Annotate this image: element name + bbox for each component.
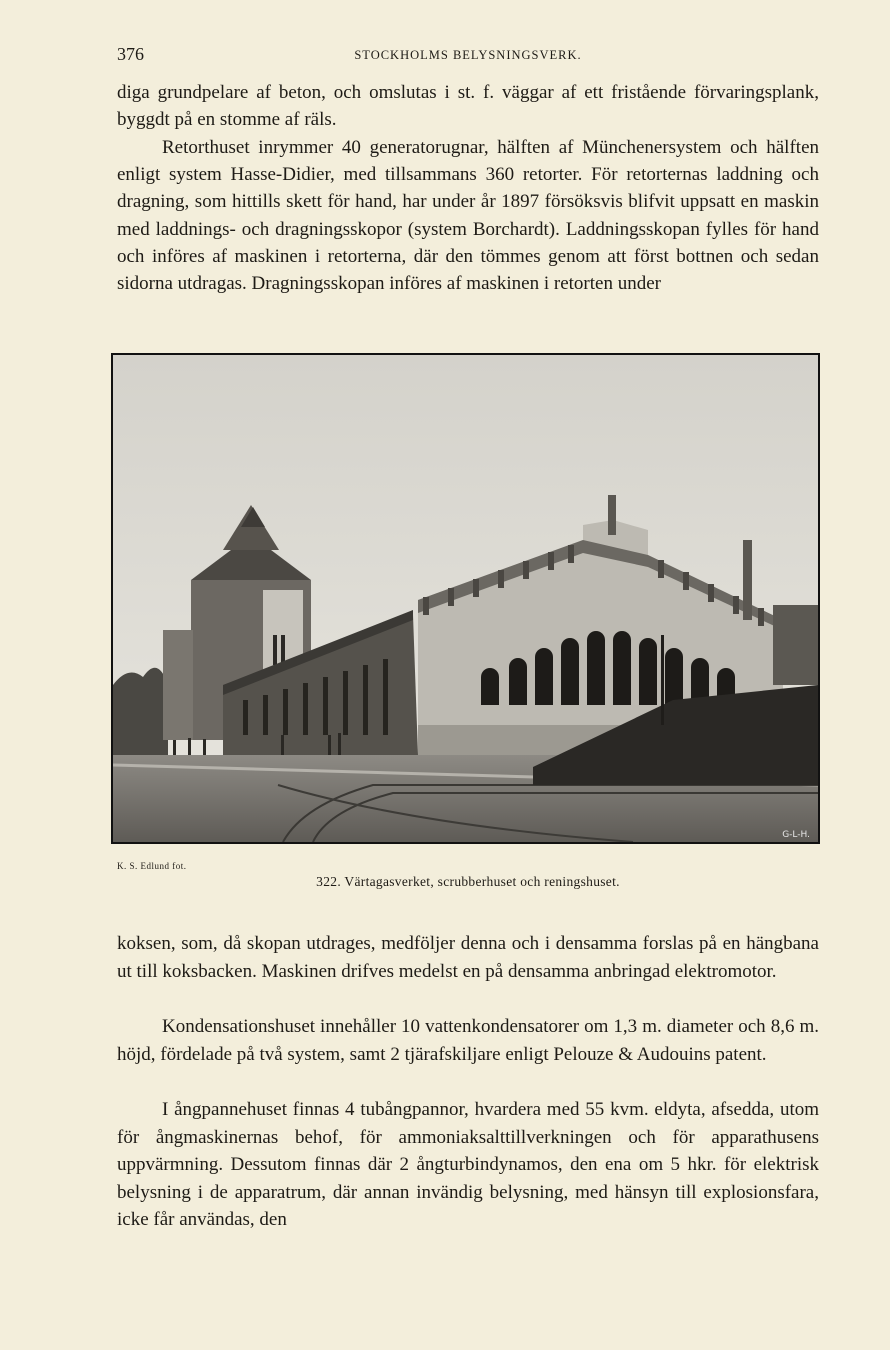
paragraph-3: koksen, som, då skopan utdrages, medföljer denna och i densamma forslas på en hängbana ut till koksbacken. Maskinen drifves medelst en på densamma anbringad elektromotor.	[117, 933, 819, 982]
engraver-signature: G-L-H.	[782, 830, 810, 840]
figure-photograph	[111, 353, 820, 844]
gasworks-building-illustration	[113, 355, 818, 842]
running-head: STOCKHOLMS BELYSNINGSVERK.	[354, 48, 582, 62]
page-number: 376	[117, 44, 144, 64]
photo-credit: K. S. Edlund fot.	[117, 861, 187, 871]
paragraph-5: I ångpannehuset finnas 4 tubångpannor, hvardera med 55 kvm. eldyta, afsedda, utom för ångmaskinernas behof, för ammoniaksalttillverkningen och för apparathusens uppvärmning. Dessutom finnas där 2 ångturbindynamos, den ena om 5 hkr. för elektrisk belysning i de apparatrum, där annan invändig belysning, med hänsyn till explosionsfara, icke får användas, den	[117, 1099, 819, 1230]
page-header	[117, 44, 819, 68]
paragraph-2: Retorthuset inrymmer 40 generatorugnar, hälften af Münchenersystem och hälften enligt system Hasse-Didier, med tillsammans 360 retorter. För retorternas laddning och dragning, som hittills skett för hand, har under år 1897 försöksvis blifvit uppsatt en maskin med laddnings- och dragningsskopor (system Borchardt). Laddningsskopan fylles för hand och införes af maskinen i retorterna, där den tömmes genom att först bottnen och sedan sidorna utdragas. Dragningsskopan införes af maskinen i retorten under	[117, 137, 819, 295]
figure-caption: 322. Värtagasverket, scrubberhuset och reningshuset.	[316, 874, 620, 889]
paragraph-4: Kondensationshuset innehåller 10 vattenkondensatorer om 1,3 m. diameter och 8,6 m. höjd, fördelade på två system, samt 2 tjärafskiljare enligt Pelouze & Audouins patent.	[117, 1016, 819, 1065]
paragraph-1: diga grundpelare af beton, och omslutas i st. f. väggar af ett fristående förvaringsplank, byggdt på en stomme af räls.	[117, 82, 819, 131]
